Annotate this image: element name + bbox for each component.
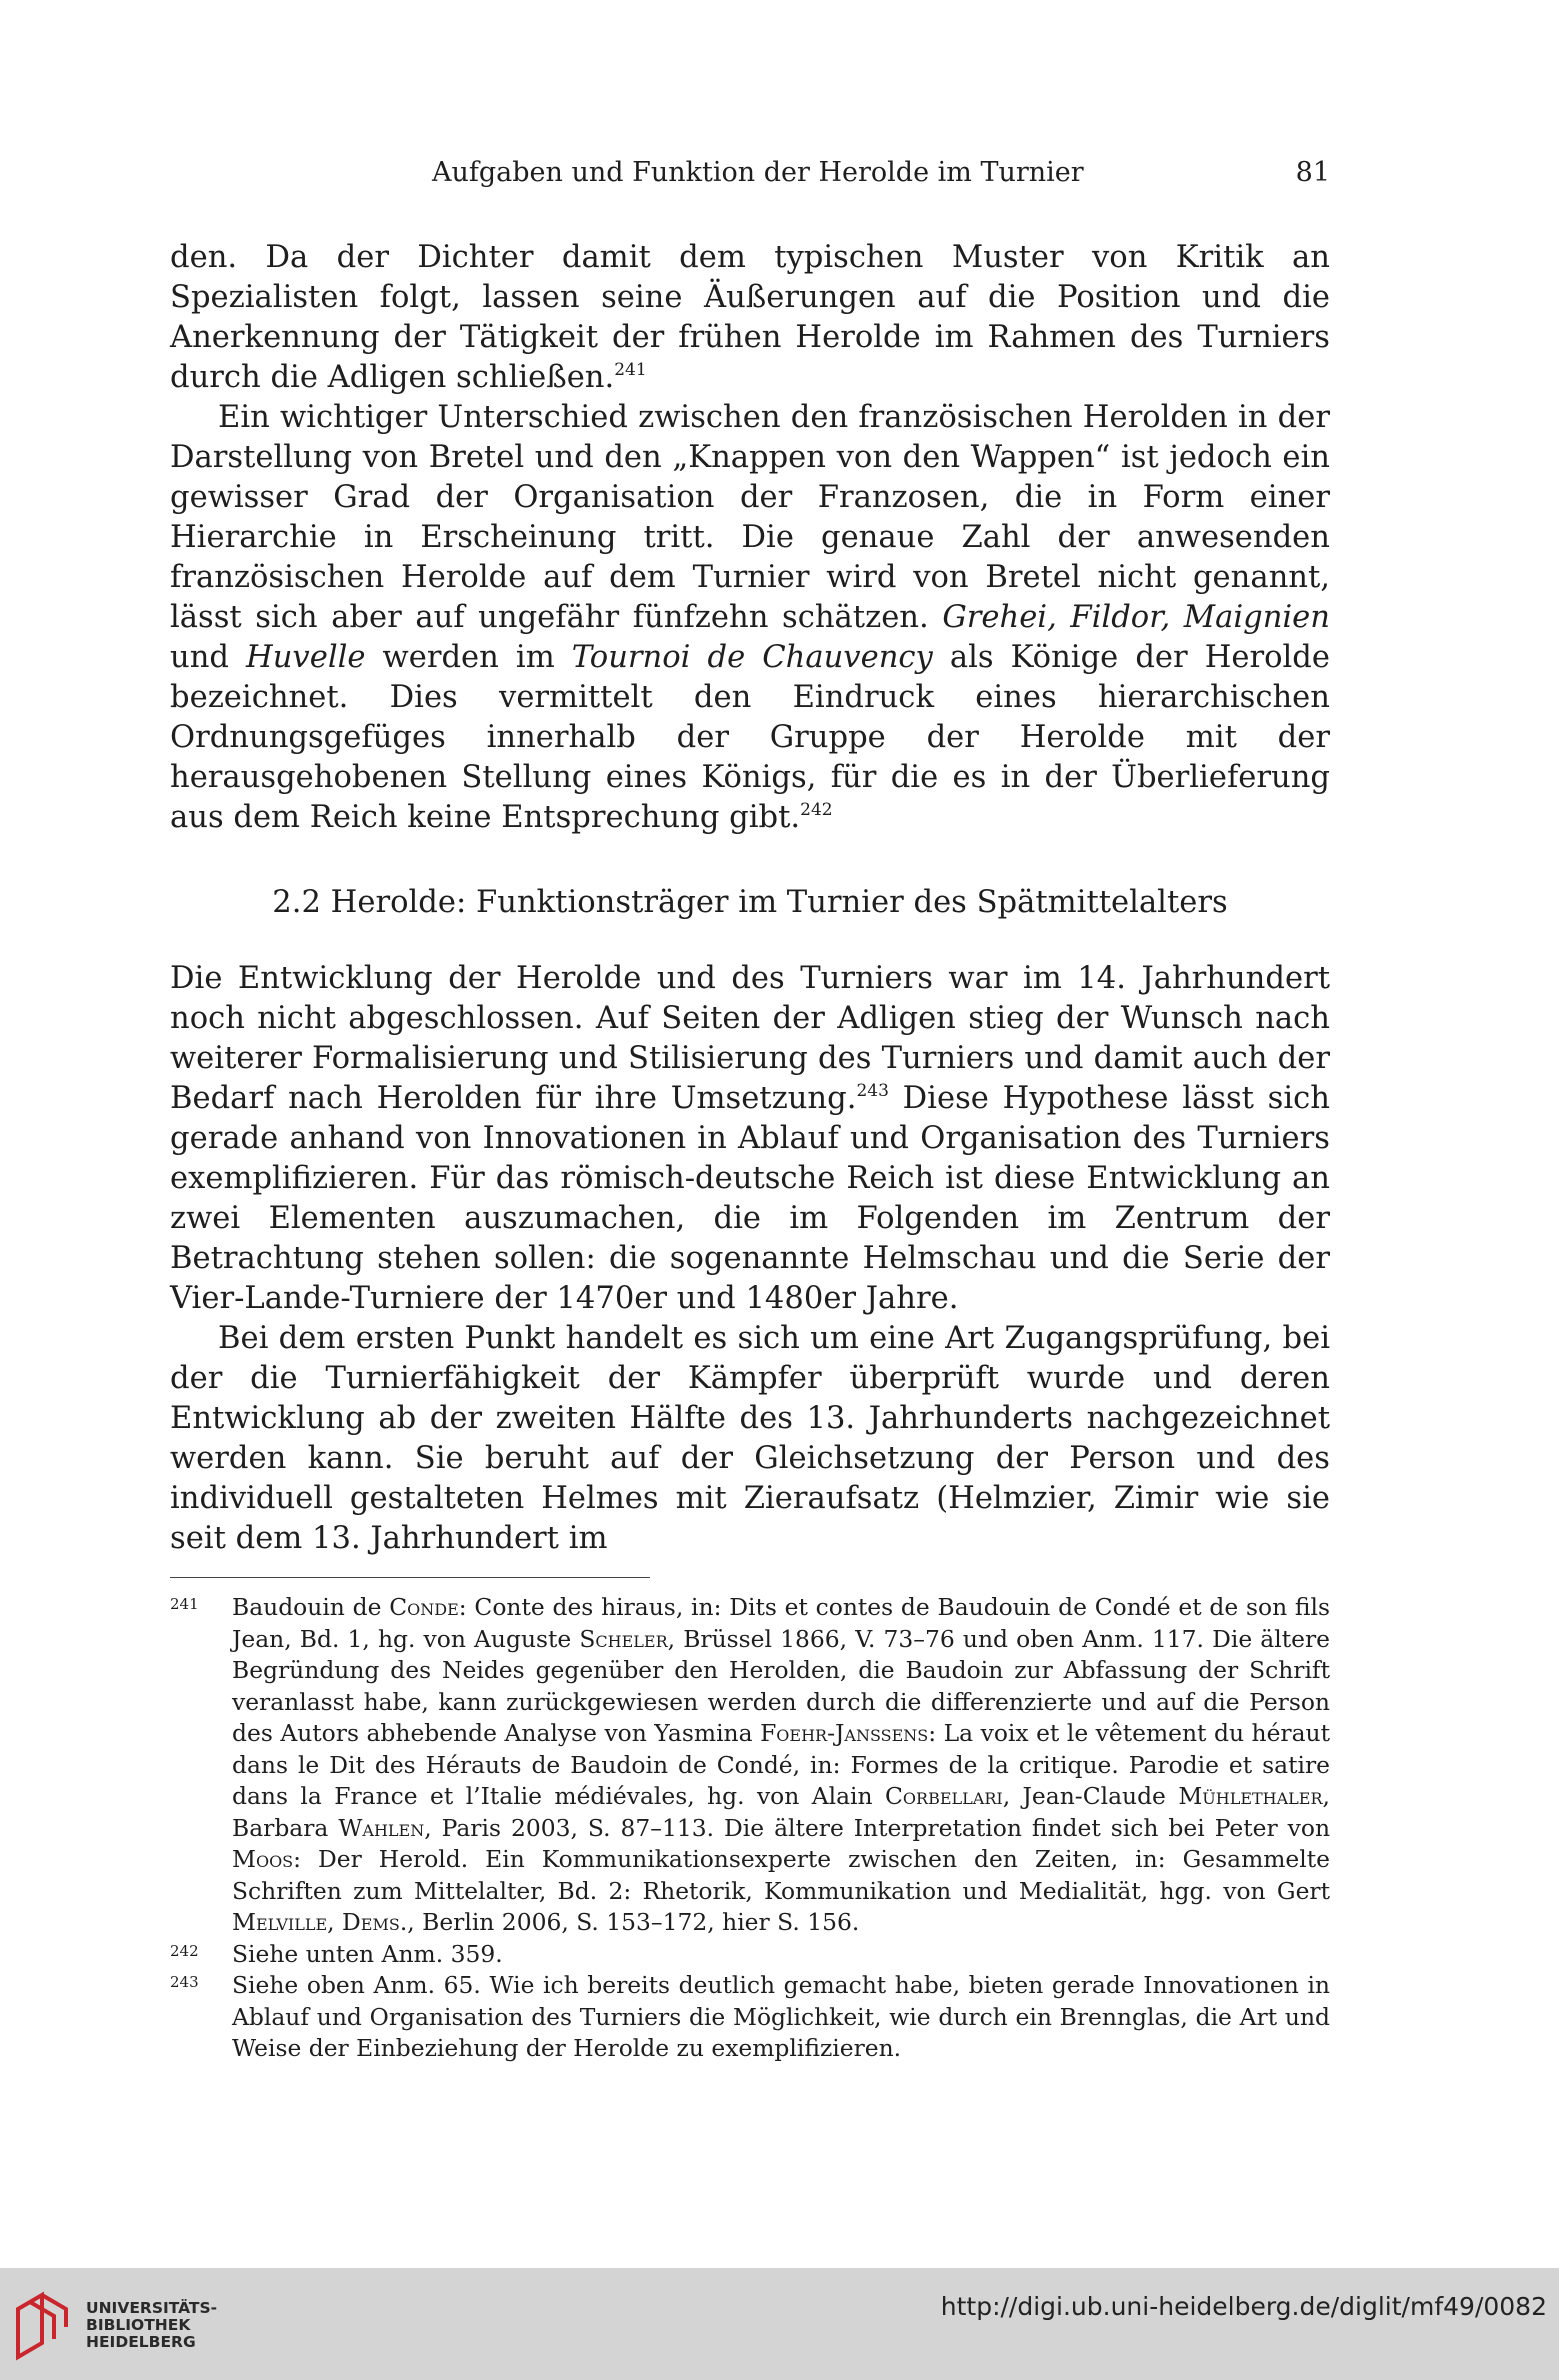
body-text-top [170, 238, 1330, 838]
italic-herald-name: Huvelle [246, 640, 366, 675]
page-number: 81 [1295, 157, 1330, 188]
footnote [170, 1970, 1330, 2065]
footer-band [0, 2268, 1559, 2380]
footnote [170, 1939, 1330, 1971]
paragraph [170, 1319, 1330, 1559]
footnote-text: Baudouin de [232, 1593, 390, 1621]
footnote-text: , Brüssel 1866, V. 73–76 und oben Anm. 117. Die ältere Begründung des Neides gegenüber den Herolden, die Baudoin zur Abfassung der Schrift veranlasst habe, kann zurückgewiesen werden durch die differenzierte und auf die Person des Autors abhebende Analyse von Yasmina [232, 1624, 1330, 1747]
paragraph-text: Die Entwicklung der Herolde und des Turniers war im 14. Jahrhundert noch nicht abgeschlossen. Auf Seiten der Adligen stieg der Wunsch nach weiterer Formalisierung und Stilisierung des Turniers und damit auch der Bedarf nach Herolden für ihre Umsetzung. [170, 961, 1330, 1116]
paragraph [170, 959, 1330, 1319]
footnote-number: 241 [170, 1595, 199, 1613]
running-head-title: Aufgaben und Funktion der Herolde im Turnier [432, 157, 1084, 188]
author-name: Conde [389, 1593, 459, 1621]
footnote-text: Siehe oben Anm. 65. Wie ich bereits deutlich gemacht habe, bieten gerade Innovationen in Ablauf und Organisation des Turniers die Möglichkeit, wie durch ein Brennglas, die Art und Weise der Einbeziehung der Herolde zu exemplifizieren. [232, 1971, 1330, 2062]
paragraph-text: werden im [365, 640, 572, 675]
footnote-text: Siehe unten Anm. 359. [232, 1939, 503, 1968]
section-heading: 2.2 Herolde: Funktionsträger im Turnier des Spätmittelalters [272, 885, 1228, 920]
source-url-link[interactable]: http://digi.ub.uni-heidelberg.de/diglit/mf49/0082 [940, 2292, 1547, 2321]
italic-herald-names: Grehei, Fildor, Maignien [942, 600, 1330, 635]
footnote-number: 242 [170, 1941, 199, 1960]
library-logo[interactable] [12, 2287, 218, 2361]
body-text-bottom [170, 959, 1330, 1559]
library-logo-icon [12, 2287, 76, 2361]
footnotes [170, 1592, 1330, 2065]
library-name [86, 2300, 217, 2351]
paragraph-text: Bei dem ersten Punkt handelt es sich um eine Art Zugangsprüfung, bei der die Turnierfähigkeit der Kämpfer überprüft wurde und deren Entwicklung ab der zweiten Hälfte des 13. Jahrhunderts nachgezeichnet werden kann. Sie beruht auf der Gleichsetzung der Person und des individuell gestalteten Helmes mit Zieraufsatz (Helmzier, Zimir wie sie seit dem 13. Jahrhundert im [170, 1321, 1330, 1556]
author-name: Moos [232, 1845, 294, 1873]
footnote-ref[interactable]: 242 [800, 800, 833, 820]
footnote [170, 1592, 1330, 1939]
footnote-ref[interactable]: 241 [614, 360, 647, 380]
footnote-text: : Conte des hiraus, in: Dits et contes de Baudouin de Condé et de son fils Jean, Bd. 1, hg. von Auguste [232, 1593, 1330, 1653]
footnote-text: , Jean-Claude [1002, 1782, 1179, 1810]
italic-work-title: Tournoi de Chauvency [571, 640, 933, 675]
library-name-line: HEIDELBERG [86, 2333, 196, 2351]
library-name-line: UNIVERSITÄTS- [86, 2299, 218, 2317]
paragraph-text: und [170, 640, 247, 675]
author-name: Corbellari [885, 1782, 1003, 1810]
author-name: Mühlethaler [1178, 1782, 1323, 1810]
footnote-text: , Paris 2003, S. 87–113. Die ältere Interpretation findet sich bei Peter von [424, 1813, 1331, 1842]
footnote-text: : Der Herold. Ein Kommunikationsexperte zwischen den Zeiten, in: Gesammelte Schriften zum Mittelalter, Bd. 2: Rhetorik, Kommunikation und Medialität, hgg. von Gert [232, 1845, 1330, 1905]
library-name-line: BIBLIOTHEK [86, 2316, 191, 2334]
paragraph-text: als Könige der Herolde bezeichnet. Dies vermittelt den Eindruck eines hierarchischen Ordnungsgefüges innerhalb der Gruppe der Herolde mit der herausgehobenen Stellung eines Königs, für die es in der Überlieferung aus dem Reich keine Entsprechung gibt. [170, 640, 1330, 835]
author-name: Scheler [579, 1624, 668, 1653]
paragraph-text: Ein wichtiger Unterschied zwischen den französischen Herolden in der Darstellung von Bretel und den „Knappen von den Wappen“ ist jedoch ein gewisser Grad der Organisation der Franzosen, die in Form einer Hierarchie in Erscheinung tritt. Die genaue Zahl der anwesenden französischen Herolde auf dem Turnier wird von Bretel nicht genannt, lässt sich aber auf ungefähr fünfzehn schätzen. [170, 400, 1330, 635]
paragraph [170, 238, 1330, 398]
author-name: Foehr-Janssens [760, 1719, 929, 1747]
paragraph-text: Diese Hypothese lässt sich gerade anhand von Innovationen in Ablauf und Organisation des Turniers exemplifizieren. Für das römisch-deutsche Reich ist diese Entwicklung an zwei Elementen auszumachen, die im Folgenden im Zentrum der Betrachtung stehen sollen: die sogenannte Helmschau und die Serie der Vier-Lande-Turniere der 1470er und 1480er Jahre. [170, 1081, 1331, 1316]
footnote-text: , [327, 1908, 343, 1936]
footnote-text: : La voix et le vêtement du héraut dans le Dit des Hérauts de Baudoin de Condé, in: Formes de la critique. Parodie et satire dans la France et l’Italie médiévales, hg. von Alain [232, 1719, 1331, 1810]
author-name: Dems [342, 1908, 400, 1936]
paragraph [170, 398, 1330, 838]
author-name: Melville [232, 1908, 328, 1936]
footnote-number: 243 [170, 1973, 199, 1991]
footnote-text: ., Berlin 2006, S. 153–172, hier S. 156. [399, 1908, 860, 1936]
paragraph-text: den. Da der Dichter damit dem typischen Muster von Kritik an Spezialisten folgt, lassen seine Äußerungen auf die Position und die Anerkennung der Tätigkeit der frühen Herolde im Rahmen des Turniers durch die Adligen schließen. [170, 240, 1330, 395]
author-name: Wahlen [338, 1813, 425, 1842]
footnote-rule [170, 1577, 650, 1578]
footnote-ref[interactable]: 243 [856, 1081, 889, 1101]
footnote-text: , Barbara [232, 1782, 1330, 1842]
